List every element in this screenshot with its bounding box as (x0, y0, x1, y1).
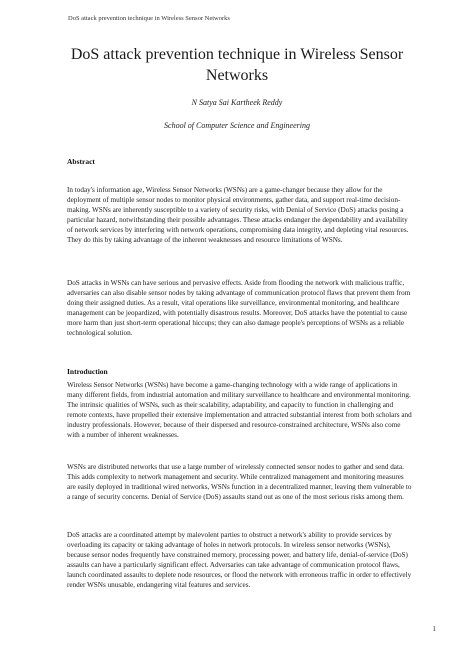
abstract-paragraph-1: In today's information age, Wireless Sensor Networks (WSNs) are a game-changer because they allow for the deployment of multiple sensor nodes to monitor physical environments, gather data, and support real-time decision-making. WSNs are inherently susceptible to a variety of security risks, with Denial of Service (DoS) attacks posing a particular hazard, notwithstanding their possible advantages. These attacks endanger the dependability and availability of network services by interfering with network operations, compromising data integrity, and depleting vital resources. They do this by taking advantage of the inherent weaknesses and resource limitations of WSNs. (67, 186, 409, 244)
introduction-heading: Introduction (67, 367, 108, 376)
introduction-paragraph-3: DoS attacks are a coordinated attempt by malevolent parties to obstruct a network's ability to provide services by overloading its capacity or taking advantage of holes in network protocols. In wireless sensor networks (WSNs), because sensor nodes frequently have constrained memory, processing power, and battery life, denial-of-service (DoS) assaults can have a particularly significant effect. Adversaries can take advantage of communication protocol flaws, launch coordinated assaults to deplete node resources, or flood the network with erroneous traffic in order to effectively render WSNs unusable, endangering vital features and services. (67, 531, 412, 589)
running-head: DoS attack prevention technique in Wireless Sensor Networks (68, 15, 230, 22)
author-affiliation: School of Computer Science and Engineering (164, 121, 310, 130)
author-name: N Satya Sai Kartheek Reddy (191, 98, 283, 107)
page-number: 1 (432, 624, 436, 633)
paper-title: DoS attack prevention technique in Wireless Sensor Networks (70, 46, 404, 84)
abstract-paragraph-2: DoS attacks in WSNs can have serious and pervasive effects. Aside from flooding the network with malicious traffic, adversaries can also disable sensor nodes by taking advantage of communication protocol flaws that prevent them from doing their assigned duties. As a result, vital operations like surveillance, environmental monitoring, and healthcare management can be jeopardized, with potentially disastrous results. Moreover, DoS attacks have the potential to cause more harm than just short-term operational hiccups; they can also damage people's perceptions of WSNs as a reliable technological solution. (67, 279, 411, 337)
introduction-paragraph-2: WSNs are distributed networks that use a large number of wirelessly connected sensor nodes to gather and send data. This adds complexity to network management and security. While centralized management and monitoring measures are easily deployed in traditional wired networks, WSNs function in a decentralized manner, leaving them vulnerable to a range of security concerns. Denial of Service (DoS) assaults stand out as one of the most serious risks among them. (67, 463, 412, 501)
abstract-heading: Abstract (67, 157, 95, 166)
introduction-paragraph-1: Wireless Sensor Networks (WSNs) have become a game-changing technology with a wide range of applications in many different fields, from industrial automation and military surveillance to healthcare and environmental monitoring. The intrinsic qualities of WSNs, such as their scalability, adaptability, and capacity to function in challenging and remote contexts, have propelled their extensive implementation and attracted substantial interest from both scholars and industry professionals. However, because of their dispersed and resource-constrained architecture, WSNs also come with a number of inherent weaknesses. (67, 381, 412, 439)
